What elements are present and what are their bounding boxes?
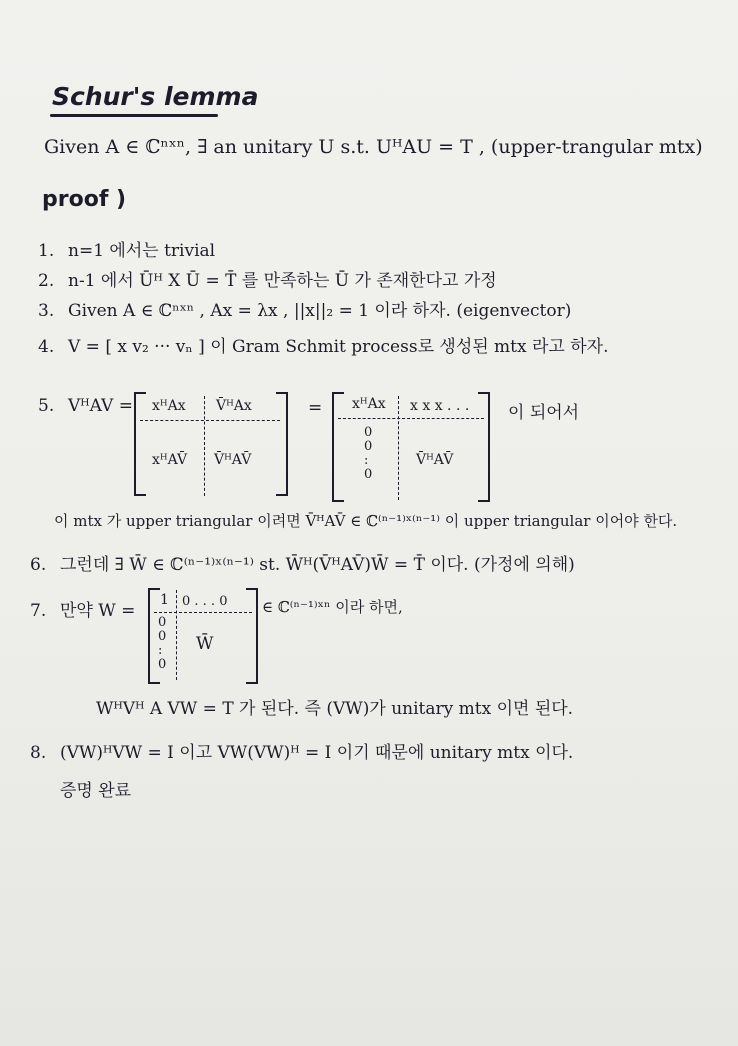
zero-column: 0 0 : 0	[158, 615, 167, 672]
left-bracket	[332, 392, 344, 502]
right-bracket	[478, 392, 490, 502]
partition-line	[154, 612, 252, 613]
qed: 증명 완료	[60, 781, 132, 801]
proof-step-7: 7. 만약 W =	[30, 601, 136, 621]
matrix-cell: V̄ᴴAV̄	[214, 452, 252, 468]
matrix-cell: xᴴAx	[352, 396, 386, 412]
page-title: Schur's lemma	[52, 82, 259, 111]
w-membership: ∈ ℂ⁽ⁿ⁻¹⁾ˣⁿ 이라 하면,	[262, 598, 403, 616]
right-bracket	[276, 392, 288, 496]
proof-step-3: 3. Given A ∈ ℂⁿˣⁿ , Ax = λx , ||x||₂ = 1 이라 하자. (eigenvector)	[38, 301, 572, 321]
proof-step-1: 1. n=1 에서는 trivial	[38, 241, 216, 261]
matrix-cell: 1	[160, 592, 169, 608]
proof-step-4: 4. V = [ x v₂ ··· vₙ ] 이 Gram Schmit process로 생성된 mtx 라고 하자.	[38, 337, 609, 357]
partition-line	[176, 590, 177, 680]
matrix-cell: 0 . . . 0	[182, 594, 228, 609]
proof-step-8: 8. (VW)ᴴVW = I 이고 VW(VW)ᴴ = I 이기 때문에 unitary mtx 이다.	[30, 743, 574, 763]
matrix-cell: x x x . . .	[410, 398, 470, 414]
partition-line	[338, 418, 484, 419]
matrix-cell: V̄ᴴAx	[216, 398, 252, 414]
annotation: 이 되어서	[508, 403, 580, 423]
theorem-statement: Given A ∈ ℂⁿˣⁿ, ∃ an unitary U s.t. UᴴAU = T , (upper-trangular mtx)	[44, 136, 703, 158]
partition-line	[204, 396, 205, 496]
zero-column: 0 0 : 0	[364, 425, 373, 482]
partition-line	[398, 396, 399, 500]
proof-step-5-condition: 이 mtx 가 upper triangular 이려면 V̄ᴴAV̄ ∈ ℂ⁽ⁿ⁻¹⁾ˣ⁽ⁿ⁻¹⁾ 이 upper triangular 이어야 한다.	[54, 512, 678, 530]
matrix-cell: xᴴAx	[152, 398, 186, 414]
left-bracket	[134, 392, 146, 496]
equals-sign: =	[308, 398, 323, 418]
matrix-cell: V̄ᴴAV̄	[416, 452, 454, 468]
title-underline	[50, 114, 218, 117]
matrix-cell: xᴴAV̄	[152, 452, 188, 468]
proof-step-5: 5. VᴴAV =	[38, 396, 133, 416]
proof-step-2: 2. n-1 에서 Ūᴴ X Ū = T̄ 를 만족하는 Ū 가 존재한다고 가정	[38, 271, 497, 291]
right-bracket	[246, 588, 258, 684]
partition-line	[140, 420, 280, 421]
proof-step-7-result: WᴴVᴴ A VW = T 가 된다. 즉 (VW)가 unitary mtx 이면 된다.	[96, 699, 574, 719]
matrix-cell: W̄	[196, 634, 214, 654]
proof-step-6: 6. 그런데 ∃ W̄ ∈ ℂ⁽ⁿ⁻¹⁾ˣ⁽ⁿ⁻¹⁾ st. W̄ᴴ(V̄ᴴAV̄)W̄ = T̄ 이다. (가정에 의해)	[30, 555, 575, 575]
proof-heading: proof )	[42, 187, 127, 212]
